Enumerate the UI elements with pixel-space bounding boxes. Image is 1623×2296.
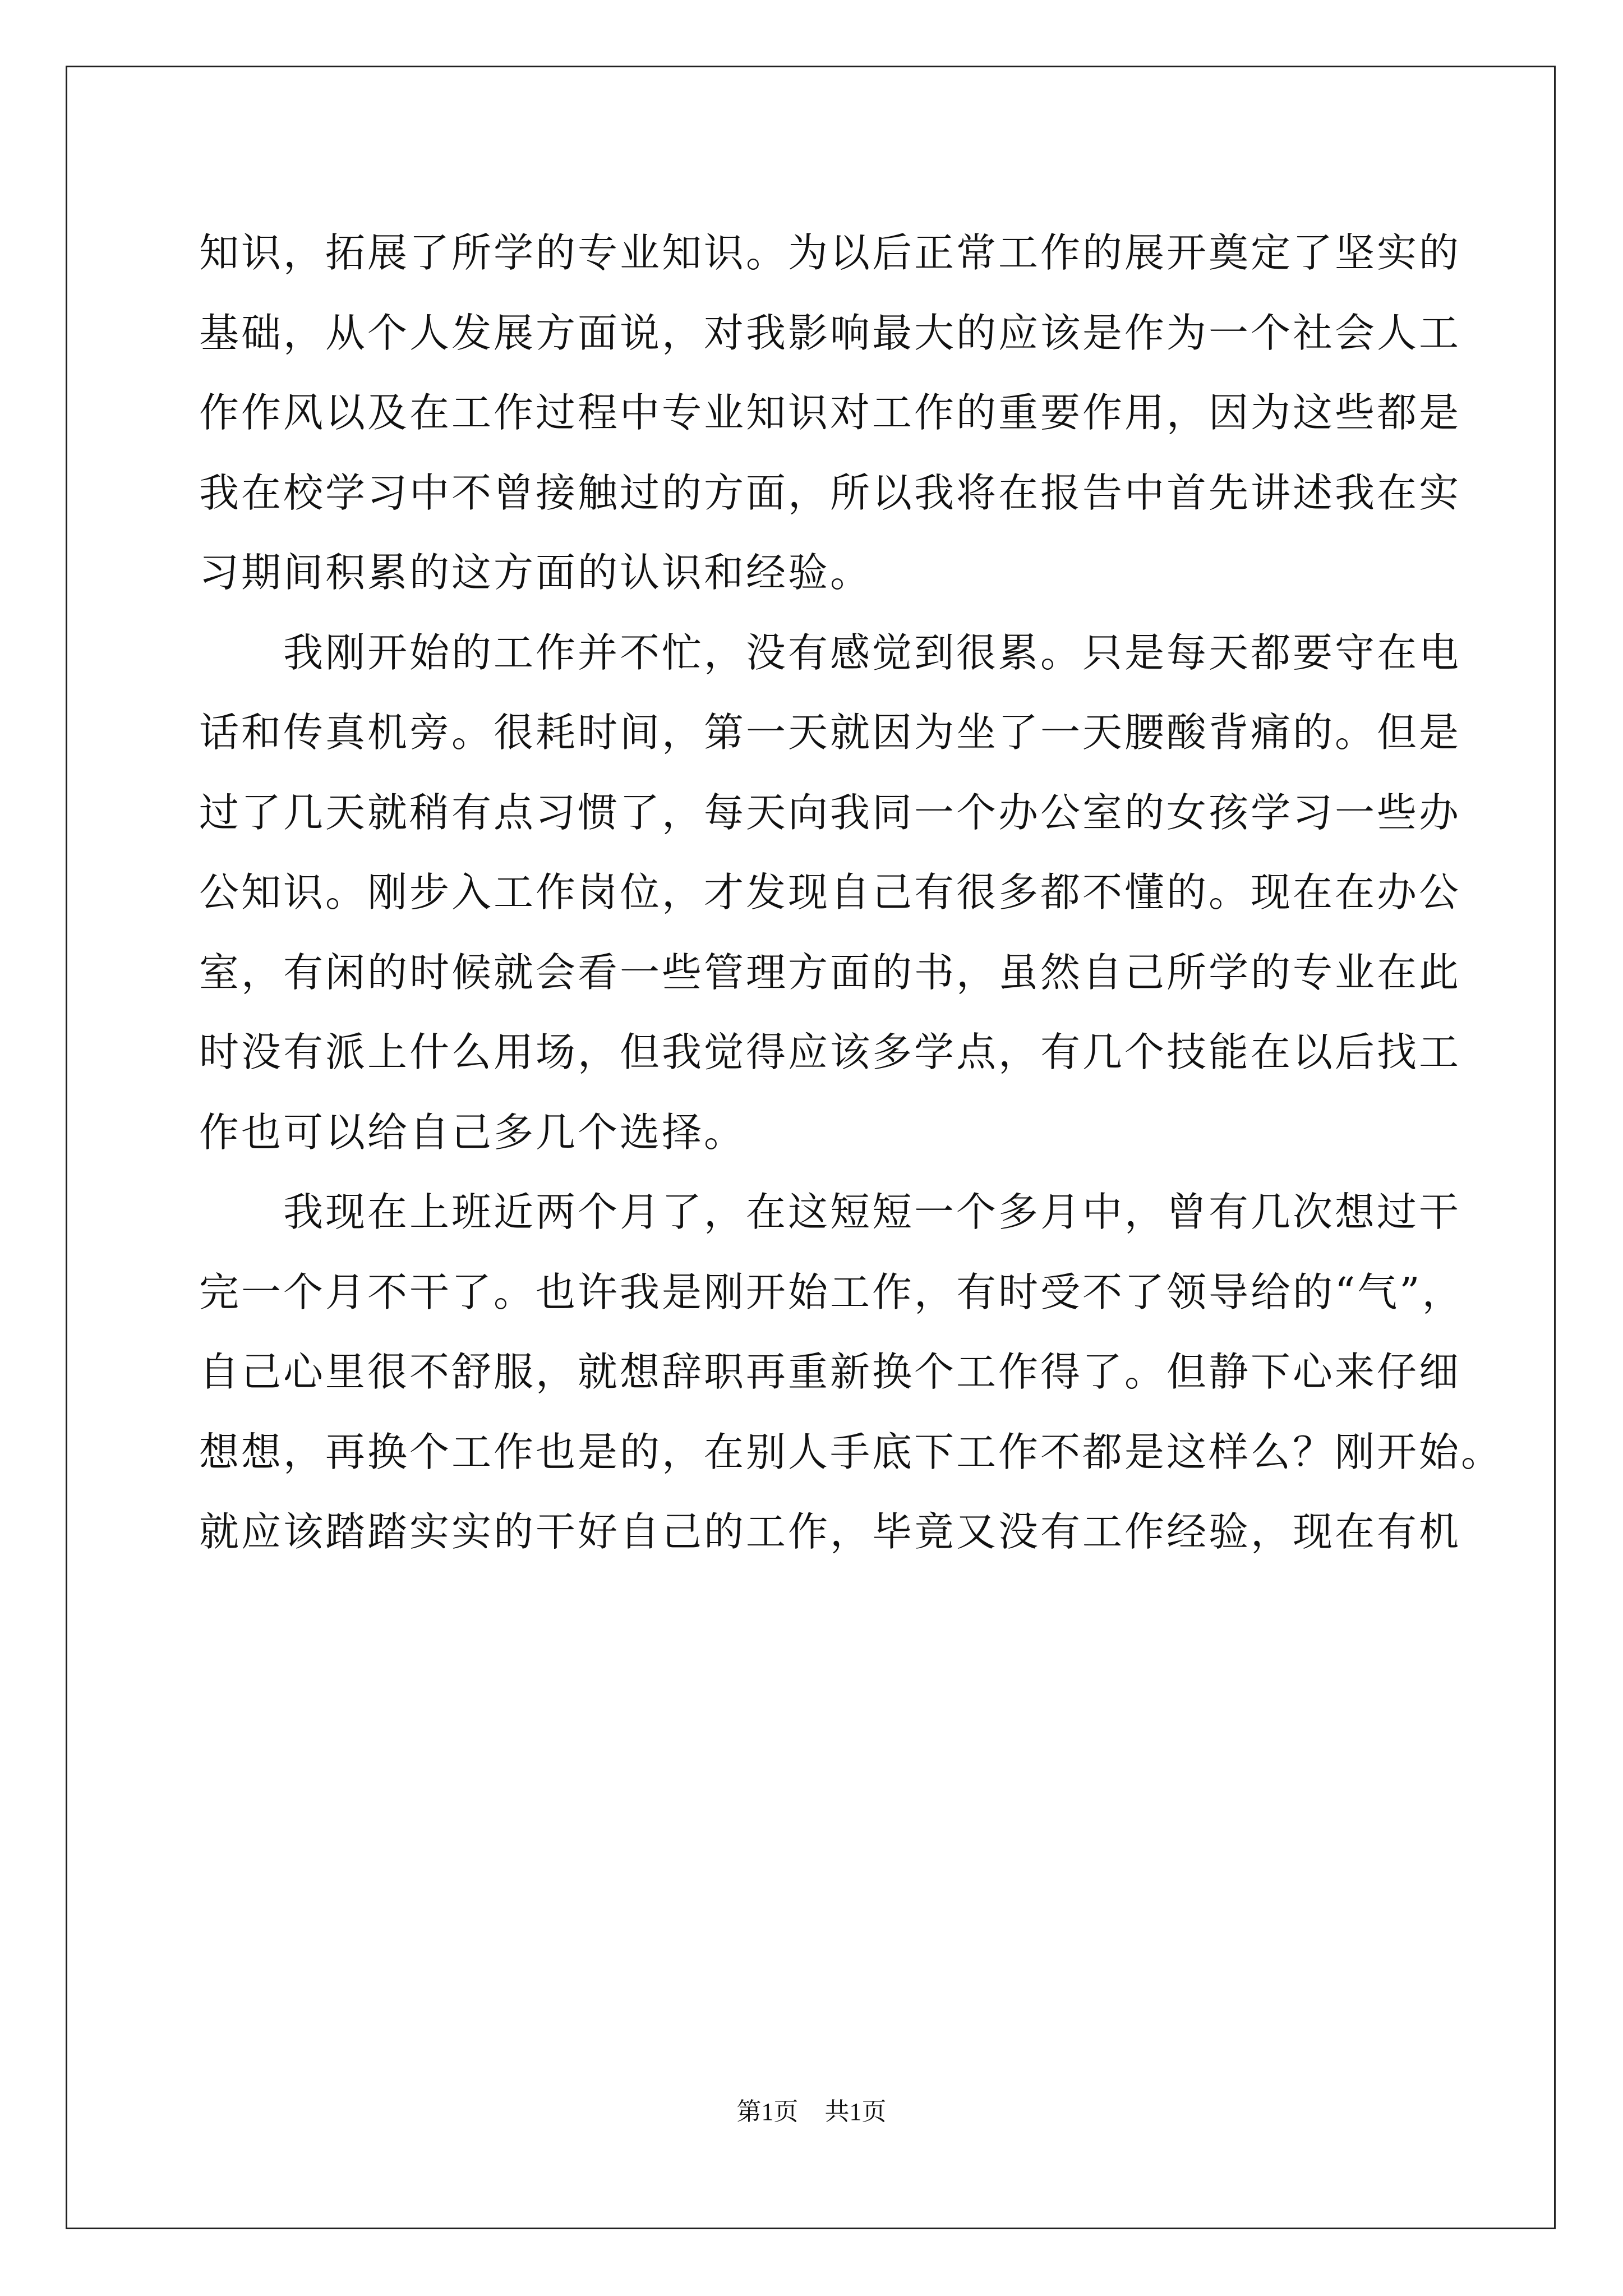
text-line: 话和传真机旁。很耗时间，第一天就因为坐了一天腰酸背痛的。但是 xyxy=(199,709,1461,756)
text-line: 习期间积累的这方面的认识和经验。 xyxy=(199,549,873,596)
text-line: 知识，拓展了所学的专业知识。为以后正常工作的展开奠定了坚实的 xyxy=(199,229,1461,276)
text-line: 我现在上班近两个月了，在这短短一个多月中，曾有几次想过干 xyxy=(199,1189,1461,1235)
text-line: 时没有派上什么用场，但我觉得应该多学点，有几个技能在以后找工 xyxy=(199,1029,1461,1075)
page-footer xyxy=(0,2095,1623,2129)
document-body xyxy=(199,213,1504,1572)
text-line: 想想，再换个工作也是的，在别人手底下工作不都是这样么？刚开始。 xyxy=(199,1428,1504,1475)
text-line: 作作风以及在工作过程中专业知识对工作的重要作用，因为这些都是 xyxy=(199,389,1461,436)
paragraph-3 xyxy=(199,1172,1504,1572)
text-line: 公知识。刚步入工作岗位，才发现自己有很多都不懂的。现在在办公 xyxy=(199,869,1461,915)
paragraph-2 xyxy=(199,613,1461,1173)
page-number: 第1页 xyxy=(736,2098,799,2125)
text-line: 室，有闲的时候就会看一些管理方面的书，虽然自己所学的专业在此 xyxy=(199,949,1461,996)
text-line: 我在校学习中不曾接触过的方面，所以我将在报告中首先讲述我在实 xyxy=(199,469,1461,516)
text-line: 就应该踏踏实实的干好自己的工作，毕竟又没有工作经验，现在有机 xyxy=(199,1508,1461,1555)
text-line: 作也可以给自己多几个选择。 xyxy=(199,1108,746,1156)
text-line: 自己心里很不舒服，就想辞职再重新换个工作得了。但静下心来仔细 xyxy=(199,1349,1461,1395)
text-line: 基础，从个人发展方面说，对我影响最大的应该是作为一个社会人工 xyxy=(199,309,1461,356)
paragraph-1 xyxy=(199,213,1461,613)
text-line: 过了几天就稍有点习惯了，每天向我同一个办公室的女孩学习一些办 xyxy=(199,789,1461,836)
text-line: 完一个月不干了。也许我是刚开始工作，有时受不了领导给的“气”， xyxy=(199,1268,1464,1315)
text-line: 我刚开始的工作并不忙，没有感觉到很累。只是每天都要守在电 xyxy=(199,629,1461,676)
page-total: 共1页 xyxy=(824,2098,887,2125)
